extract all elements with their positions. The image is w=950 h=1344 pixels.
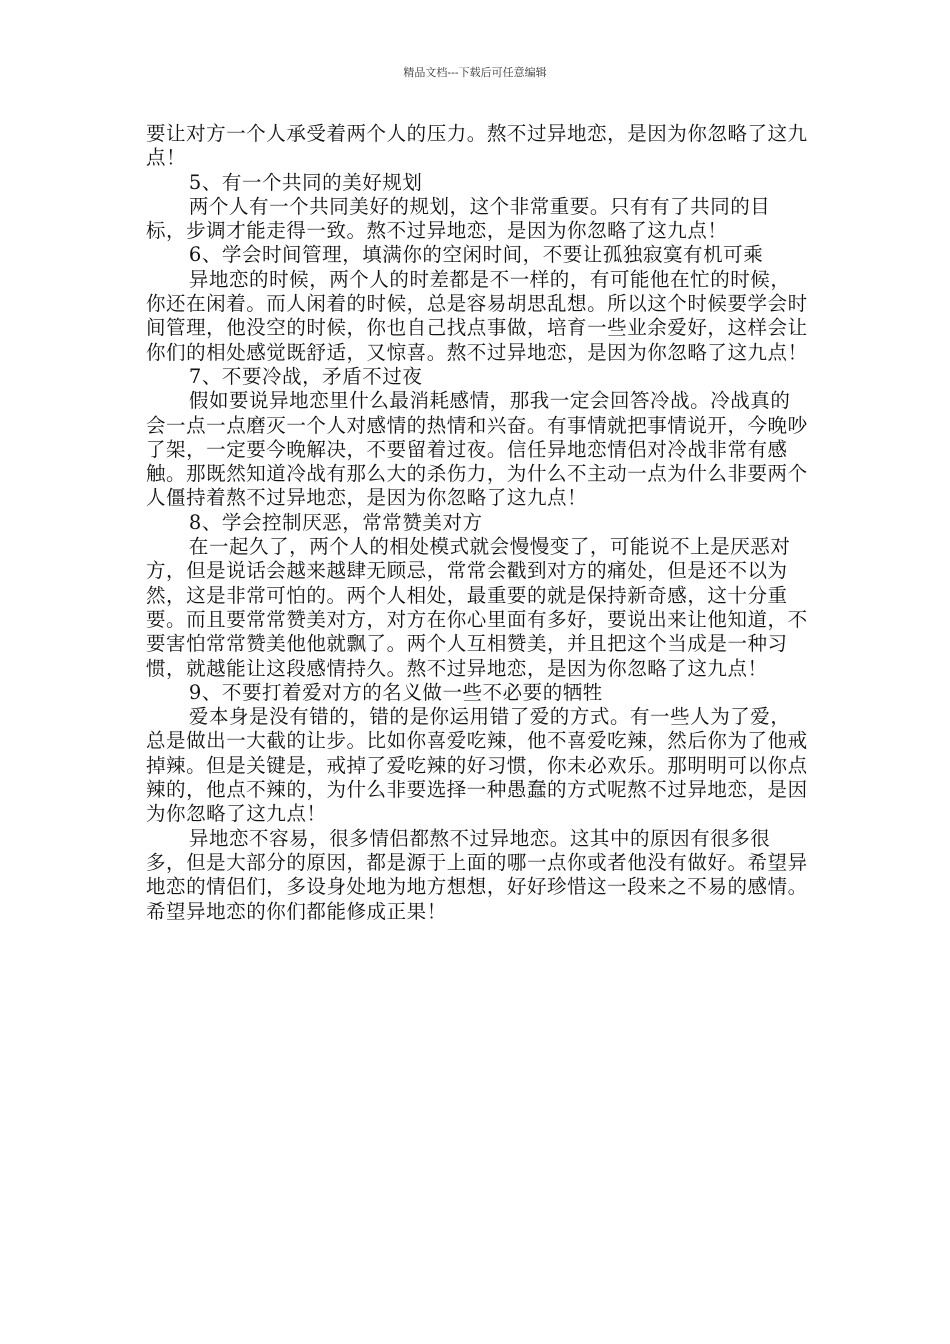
paragraph: 假如要说异地恋里什么最消耗感情，那我一定会回答冷战。冷战真的会一点一点磨灭一个人对感情的热情和兴奋。有事情就把事情说开，今晚吵了架，一定要今晚解决，不要留着过夜。信任异地恋情侣对冷战非常有感触。那既然知道冷战有那么大的杀伤力，为什么不主动一点为什么非要两个人僵持着熬不过异地恋，是因为你忽略了这九点！: [146, 389, 808, 510]
section-heading-5: 5、有一个共同的美好规划: [188, 170, 423, 194]
paragraph: 要让对方一个人承受着两个人的压力。熬不过异地恋，是因为你忽略了这九点！: [146, 122, 808, 170]
paragraph: 异地恋的时候，两个人的时差都是不一样的，有可能他在忙的时候，你还在闲着。而人闲着的时候，总是容易胡思乱想。所以这个时候要学会时间管理，他没空的时候，你也自己找点事做，培育一些业余爱好，这样会让你们的相处感觉既舒适，又惊喜。熬不过异地恋，是因为你忽略了这九点！: [146, 267, 808, 364]
section-heading-6: 6、学会时间管理，填满你的空闲时间，不要让孤独寂寞有机可乘: [188, 243, 764, 267]
page-header: 精品文档---下载后可任意编辑: [403, 66, 547, 79]
conclusion-paragraph: 异地恋不容易，很多情侣都熬不过异地恋。这其中的原因有很多很多，但是大部分的原因，都是源于上面的哪一点你或者他没有做好。希望异地恋的情侣们，多设身处地为地方想想，好好珍惜这一段来之不易的感情。希望异地恋的你们都能修成正果！: [146, 826, 808, 923]
section-heading-7: 7、不要冷战，矛盾不过夜: [188, 364, 423, 388]
paragraph: 两个人有一个共同美好的规划，这个非常重要。只有有了共同的目标，步调才能走得一致。熬不过异地恋，是因为你忽略了这九点！: [146, 194, 771, 243]
section-heading-9: 9、不要打着爱对方的名义做一些不必要的牺牲: [188, 680, 603, 704]
paragraph: 在一起久了，两个人的相处模式就会慢慢变了，可能说不上是厌恶对方，但是说话会越来越肆无顾忌，常常会戳到对方的痛处，但是还不以为然，这是非常可怕的。两个人相处，最重要的就是保持新奇感，这十分重要。而且要常常赞美对方，对方在你心里面有多好，要说出来让他知道，不要害怕常常赞美他他就飘了。两个人互相赞美，并且把这个当成是一种习惯，就越能让这段感情持久。熬不过异地恋，是因为你忽略了这九点！: [146, 535, 808, 680]
paragraph: 爱本身是没有错的，错的是你运用错了爱的方式。有一些人为了爱，总是做出一大截的让步。比如你喜爱吃辣，他不喜爱吃辣，然后你为了他戒掉辣。但是关键是，戒掉了爱吃辣的好习惯，你未必欢乐。那明明可以你点辣的，他点不辣的，为什么非要选择一种愚蠢的方式呢熬不过异地恋，是因为你忽略了这九点！: [146, 705, 808, 826]
section-heading-8: 8、学会控制厌恶，常常赞美对方: [188, 510, 483, 534]
document-body: [146, 122, 810, 924]
